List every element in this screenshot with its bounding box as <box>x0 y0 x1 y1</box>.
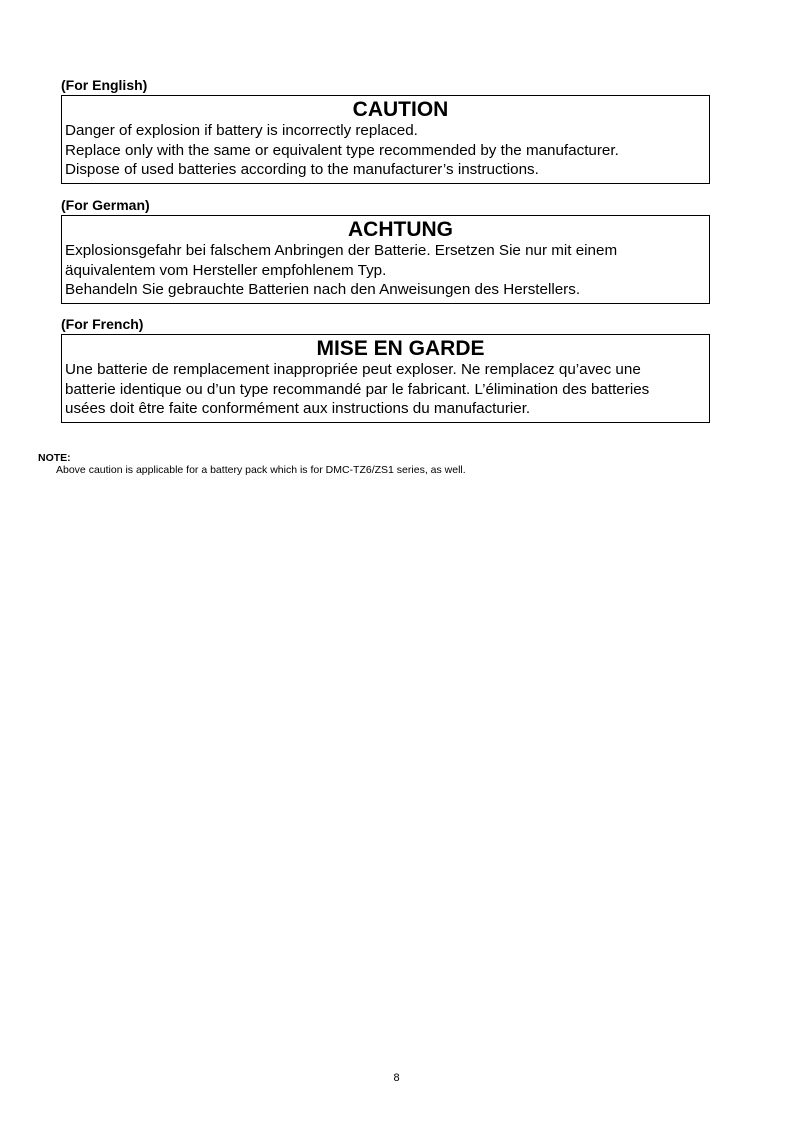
english-caution-line: Dispose of used batteries according to the manufacturer’s instructions. <box>65 161 539 178</box>
german-caution-line: Behandeln Sie gebrauchte Batterien nach den Anweisungen des Herstellers. <box>65 281 581 298</box>
english-caution-line: Danger of explosion if battery is incorrectly replaced. <box>65 122 418 139</box>
english-caution-line: Replace only with the same or equivalent type recommended by the manufacturer. <box>65 141 619 159</box>
german-caution-section <box>61 197 710 304</box>
french-caution-title: MISE EN GARDE <box>316 337 485 360</box>
english-label: (For English) <box>61 77 148 93</box>
german-caution-line: äquivalentem vom Hersteller empfohlenem Typ. <box>65 261 387 279</box>
german-caution-title: ACHTUNG <box>348 218 453 241</box>
french-label: (For French) <box>61 316 144 332</box>
note-text: Above caution is applicable for a battery pack which is for DMC-TZ6/ZS1 series, as well. <box>56 464 466 476</box>
french-caution-box <box>61 334 710 423</box>
german-caution-line: Explosionsgefahr bei falschem Anbringen der Batterie. Ersetzen Sie nur mit einem <box>65 242 618 259</box>
french-caution-line: Une batterie de remplacement inappropriée peut exploser. Ne remplacez qu’avec une <box>65 361 641 378</box>
english-caution-box <box>61 95 710 184</box>
french-caution-line: batterie identique ou d’un type recommandé par le fabricant. L’élimination des batteries <box>65 380 650 398</box>
page-number: 8 <box>393 1072 400 1084</box>
german-caution-box <box>61 215 710 304</box>
note-block <box>38 452 738 477</box>
english-caution-title: CAUTION <box>352 98 449 121</box>
french-caution-line: usées doit être faite conformément aux instructions du manufacturier. <box>65 400 531 417</box>
note-label: NOTE: <box>38 452 71 464</box>
english-caution-section <box>61 77 710 184</box>
french-caution-section <box>61 316 710 423</box>
german-label: (For German) <box>61 197 150 213</box>
